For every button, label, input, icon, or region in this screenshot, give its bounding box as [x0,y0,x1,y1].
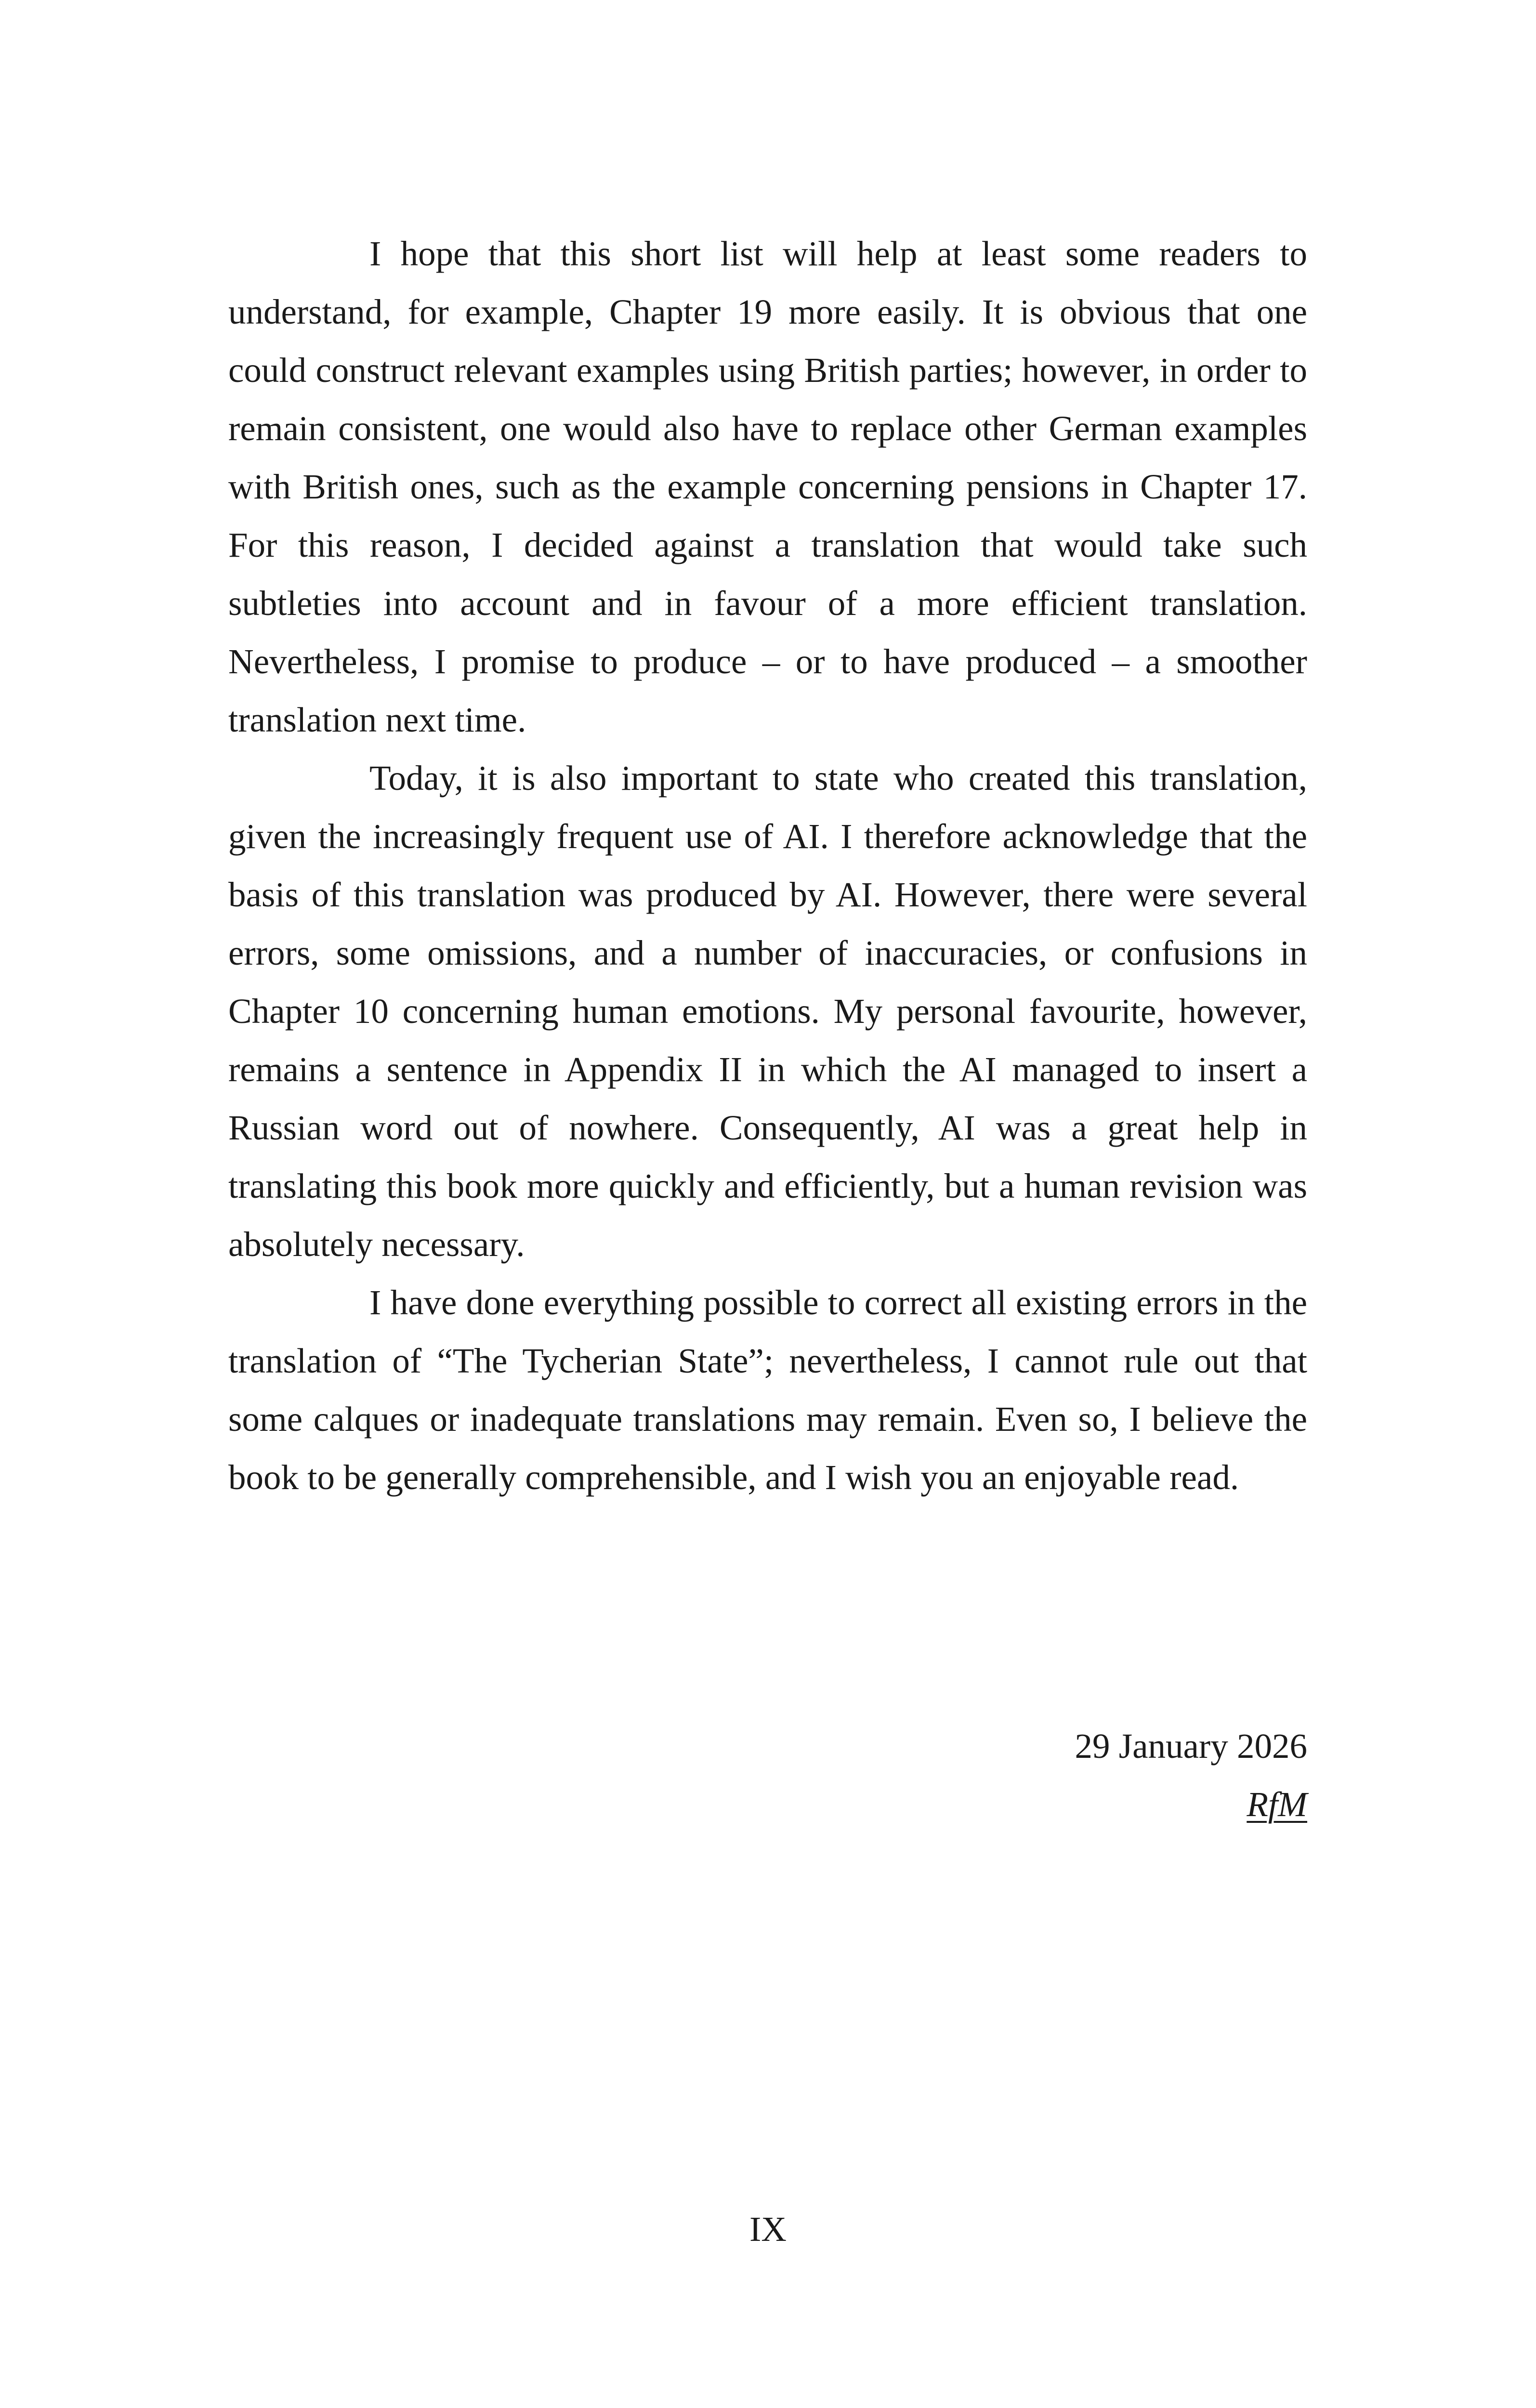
paragraph-1: I hope that this short list will help at least some readers to understand, for example, Chapter 19 more easily. It is obvious that one could construct relevant examples using British parties; however, in order to remain consistent, one would also have to replace other German examples with British ones, such as the example concerning pensions in Chapter 17. For this reason, I decided against a translation that would take such subtleties into account and in favour of a more efficient translation. Nevertheless, I promise to produce – or to have produced – a smoother translation next time. [228,234,1307,739]
paragraph-3: I have done everything possible to correct all existing errors in the translation of “The Tycherian State”; nevertheless, I cannot rule out that some calques or inadequate translations may remain. Even so, I believe the book to be generally comprehensible, and I wish you an enjoyable read. [228,1283,1307,1497]
author-initials: RfM [1247,1785,1307,1824]
page-number: IX [749,2210,787,2249]
signature-block [1075,1717,1307,1833]
body-text [228,224,1307,1506]
paragraph-2: Today, it is also important to state who created this translation, given the increasingly frequent use of AI. I therefore acknowledge that the basis of this translation was produced by AI. However, there were several errors, some omissions, and a number of inaccuracies, or confusions in Chapter 10 concerning human emotions. My personal favourite, however, remains a sentence in Appendix II in which the AI managed to insert a Russian word out of nowhere. Consequently, AI was a great help in translating this book more quickly and efficiently, but a human revision was absolutely necessary. [228,759,1307,1264]
date-line: 29 January 2026 [1075,1727,1307,1766]
